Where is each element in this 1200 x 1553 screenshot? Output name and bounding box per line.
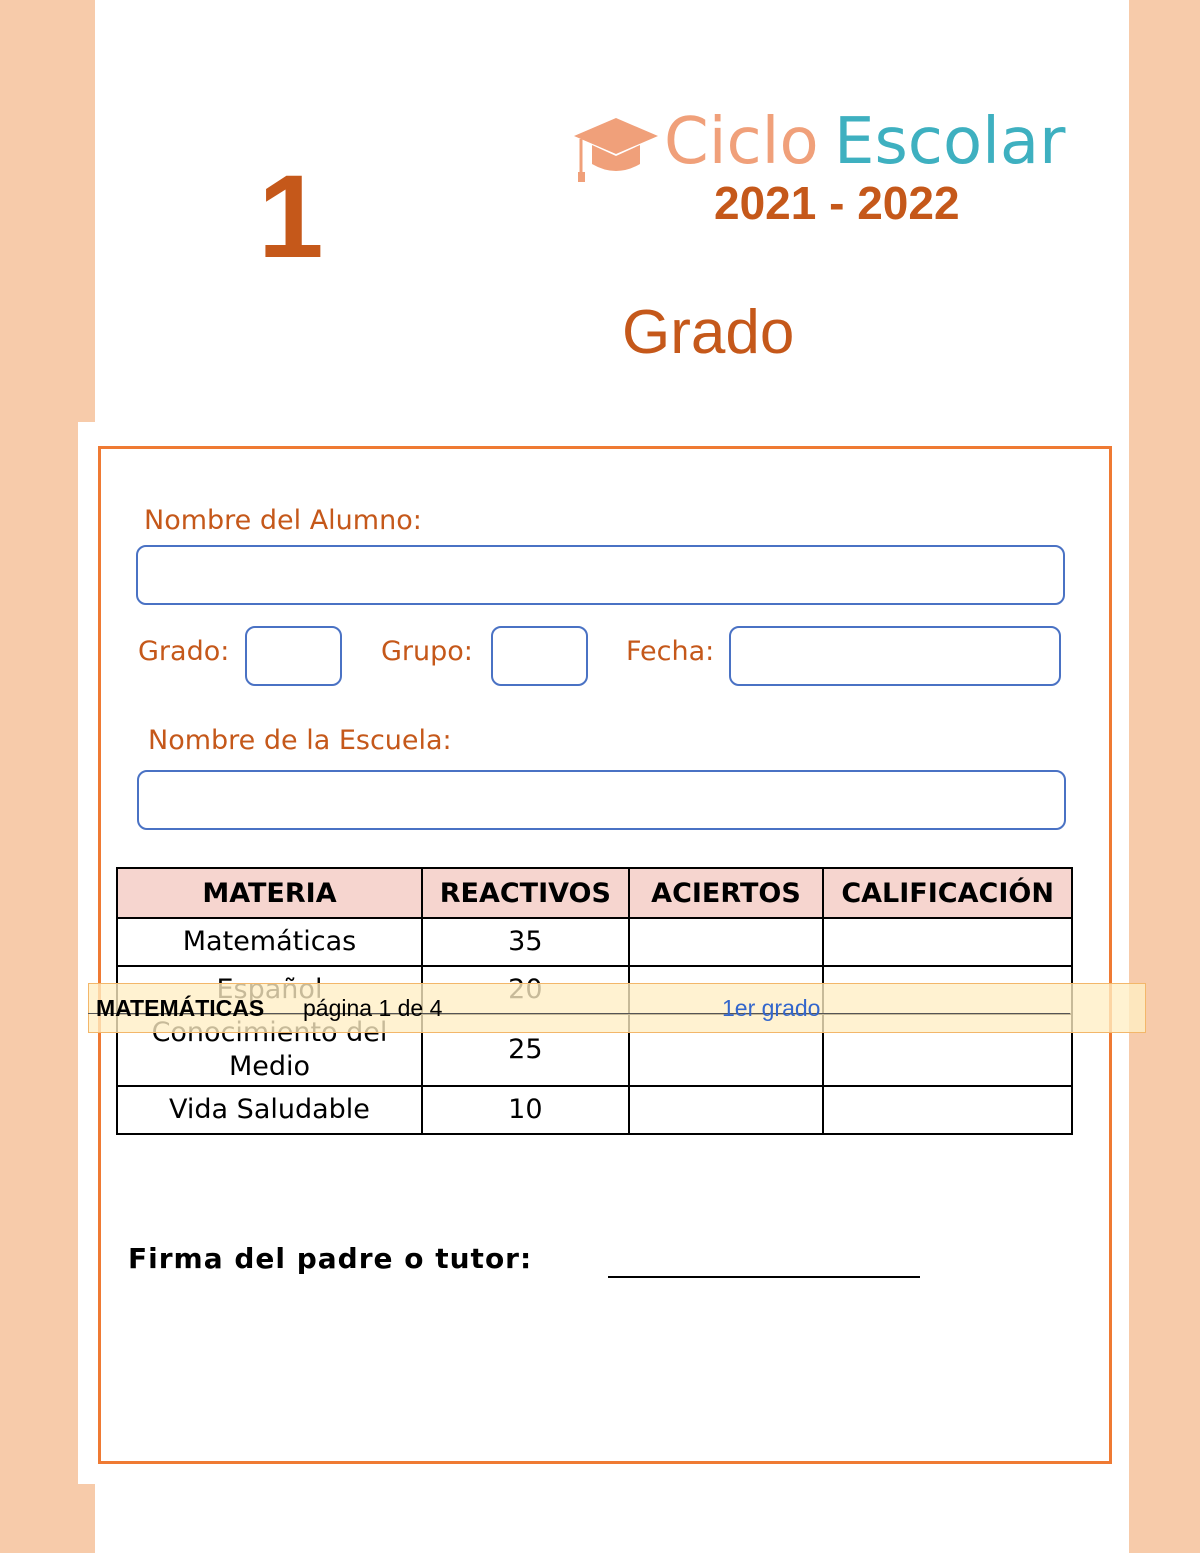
- grade-heading: Grado: [622, 298, 795, 367]
- student-name-field[interactable]: [136, 545, 1065, 605]
- right-side-band: [1129, 0, 1200, 1553]
- items-cell: 35: [422, 918, 629, 966]
- correct-cell[interactable]: [629, 1086, 824, 1134]
- school-name-label: Nombre de la Escuela:: [148, 725, 452, 756]
- column-header-subject: MATERIA: [117, 868, 422, 918]
- grade-cell[interactable]: [823, 918, 1072, 966]
- table-row: [117, 918, 1072, 966]
- grade-field[interactable]: [245, 626, 342, 686]
- subject-cell: Matemáticas: [117, 918, 422, 966]
- school-years: 2021 - 2022: [714, 177, 960, 229]
- footer-subject: MATEMÁTICAS: [96, 995, 265, 1021]
- graduation-cap-icon: [572, 114, 660, 184]
- table-header-row: [117, 868, 1072, 918]
- school-name-field[interactable]: [137, 770, 1066, 830]
- footer-page-number: página 1 de 4: [303, 995, 443, 1021]
- subject-cell: Medio: [117, 1014, 422, 1086]
- column-header-items: REACTIVOS: [422, 868, 629, 918]
- signature-label: Firma del padre o tutor:: [128, 1242, 533, 1275]
- logo-word-escolar: Escolar: [834, 105, 1066, 179]
- group-label: Grupo:: [381, 636, 473, 667]
- grade-cell[interactable]: [823, 1086, 1072, 1134]
- column-header-correct: ACIERTOS: [629, 868, 824, 918]
- student-name-label: Nombre del Alumno:: [144, 505, 422, 536]
- left-side-notch: [78, 422, 95, 1484]
- footer-grade: 1er grado: [722, 995, 821, 1021]
- group-field[interactable]: [491, 626, 588, 686]
- items-cell: 25: [422, 1014, 629, 1086]
- grade-label: Grado:: [138, 636, 230, 667]
- subject-cell: Vida Saludable: [117, 1086, 422, 1134]
- table-row: [117, 1086, 1072, 1134]
- correct-cell[interactable]: [629, 918, 824, 966]
- date-label: Fecha:: [626, 636, 715, 667]
- signature-line[interactable]: [608, 1276, 920, 1278]
- grade-number: 1: [258, 151, 324, 283]
- logo-word-ciclo: Ciclo: [664, 105, 819, 179]
- date-field[interactable]: [729, 626, 1061, 686]
- items-cell: 10: [422, 1086, 629, 1134]
- column-header-grade: CALIFICACIÓN: [823, 868, 1072, 918]
